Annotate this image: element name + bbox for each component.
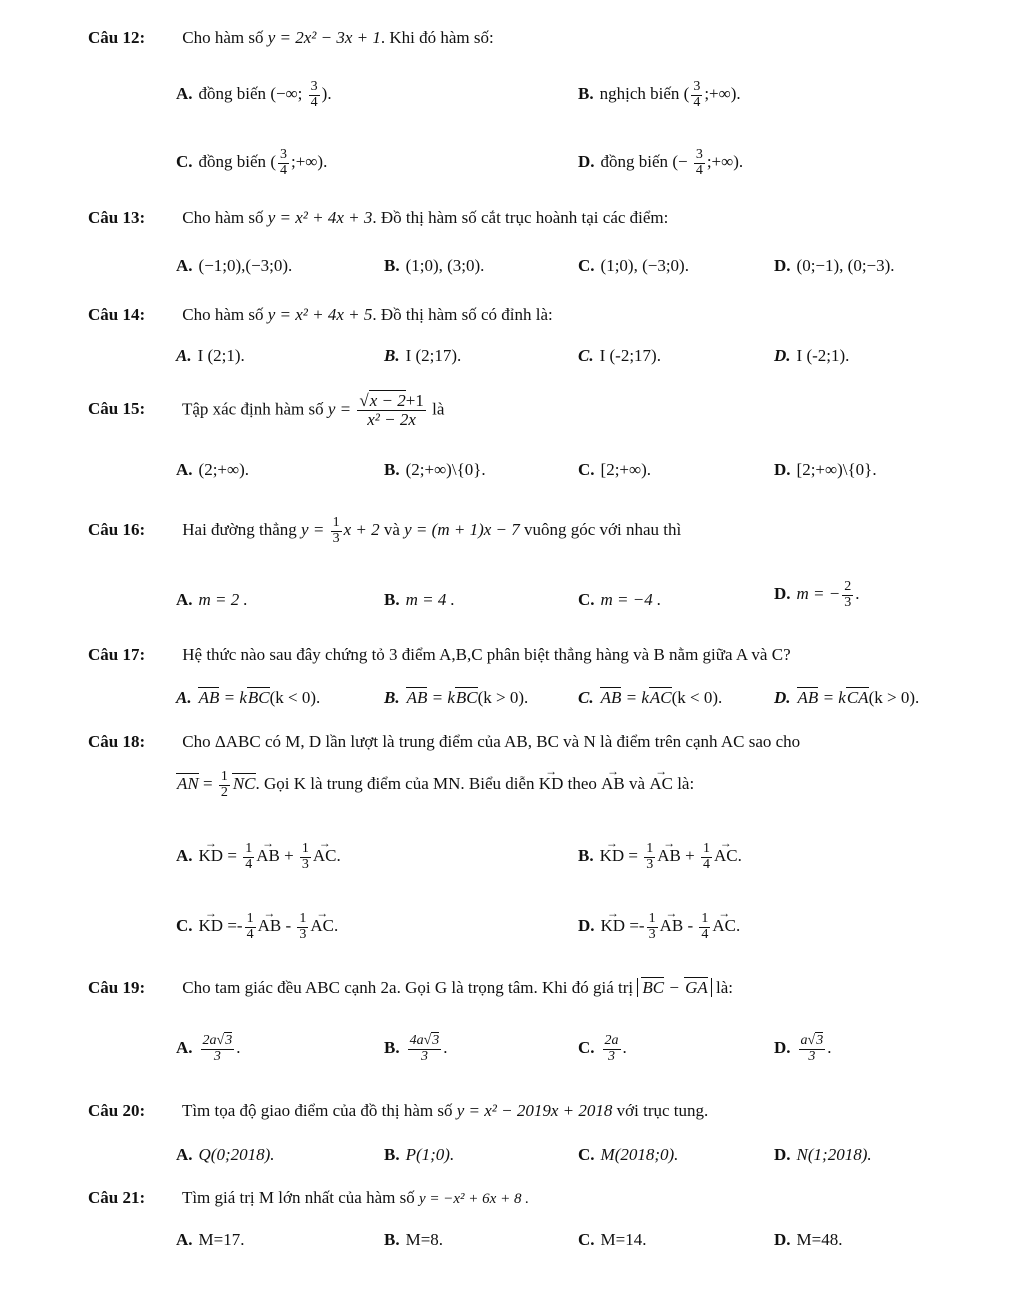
option-label: A. bbox=[176, 84, 193, 104]
question-13 bbox=[88, 208, 668, 228]
question-21 bbox=[88, 1188, 529, 1208]
option-text: I (2;17). bbox=[405, 346, 462, 365]
word-theo: theo bbox=[567, 774, 597, 794]
question-stem: Cho hàm số bbox=[182, 28, 264, 47]
word-va: và bbox=[629, 774, 646, 794]
question-15 bbox=[88, 392, 444, 429]
function-expression: y = x² + 4x + 5 bbox=[267, 305, 373, 324]
option-label: D. bbox=[774, 1230, 791, 1249]
option-label: A. bbox=[176, 590, 193, 609]
option-label: D. bbox=[774, 688, 791, 707]
option-a[interactable] bbox=[176, 590, 248, 610]
option-b[interactable] bbox=[384, 460, 486, 480]
option-c[interactable]: C. AB = kAC(k < 0). bbox=[578, 688, 723, 707]
option-label: A. bbox=[176, 846, 193, 866]
question-number: Câu 17: bbox=[88, 645, 146, 664]
question-stem: Tập xác định hàm số bbox=[181, 399, 324, 419]
frac-num: 3 bbox=[310, 79, 318, 94]
question-number: Câu 13: bbox=[88, 208, 146, 227]
function-expression: y = −x² + 6x + 8 . bbox=[418, 1191, 529, 1207]
option-d[interactable]: D. đồng biến (− $\frac{3}{4}$ ;+∞). bbox=[578, 147, 744, 178]
option-label: C. bbox=[578, 688, 594, 707]
question-tail: là bbox=[432, 399, 445, 419]
option-d[interactable]: D. KD → =- $\frac{1}{3}$ AB → - $\frac{1}{4}$ AC → . bbox=[578, 906, 741, 942]
conjunction: và bbox=[383, 520, 400, 540]
option-a[interactable] bbox=[176, 346, 245, 366]
line1-suffix: x + 2 bbox=[343, 520, 380, 540]
option-label: B. bbox=[384, 1038, 400, 1058]
question-tail: . Đồ thị hàm số có đỉnh là: bbox=[372, 305, 553, 324]
option-d[interactable] bbox=[774, 256, 895, 276]
option-d[interactable] bbox=[774, 346, 849, 366]
option-label: B. bbox=[384, 256, 400, 275]
question-tail: . Khi đó hàm số: bbox=[380, 28, 494, 47]
option-text: (2;+∞). bbox=[198, 460, 250, 479]
option-label: D. bbox=[774, 1145, 791, 1164]
question-number: Câu 15: bbox=[88, 399, 146, 419]
option-c[interactable] bbox=[578, 256, 689, 276]
option-a[interactable]: A. đồng biến (−∞; $\frac{3}{4}$ ). bbox=[176, 79, 332, 110]
question-stem: Tìm giá trị M lớn nhất của hàm số bbox=[181, 1188, 415, 1207]
option-text: đồng biến bbox=[198, 84, 267, 104]
option-text: I (-2;17). bbox=[599, 346, 661, 365]
question-stem: Cho hàm số bbox=[182, 305, 264, 324]
option-label: A. bbox=[176, 256, 193, 275]
option-a[interactable] bbox=[176, 256, 292, 276]
option-label: A. bbox=[176, 1230, 193, 1249]
option-text: [2;+∞). bbox=[600, 460, 652, 479]
question-18-line2: AN = $\frac{1}{2}$ NC. Gọi K là trung điểm của MN. Biểu diễn KD → theo AB → và AC → là: bbox=[177, 764, 695, 800]
frac-num: 3 bbox=[695, 147, 703, 162]
option-condition: (k > 0). bbox=[477, 688, 529, 707]
question-number: Câu 14: bbox=[88, 305, 146, 324]
question-number: Câu 20: bbox=[88, 1101, 146, 1120]
question-12 bbox=[88, 28, 494, 48]
option-d[interactable]: D. $\frac{a√3}{3}$ . bbox=[774, 1033, 832, 1064]
option-label: B. bbox=[384, 460, 400, 479]
question-stem: Cho ΔABC có M, D lần lượt là trung điểm của AB, BC và N là điểm trên cạnh AC sao cho bbox=[182, 732, 801, 751]
option-c[interactable] bbox=[578, 590, 661, 610]
frac-den: 4 bbox=[693, 94, 701, 110]
option-label: D. bbox=[774, 460, 791, 479]
option-text: I (2;1). bbox=[197, 346, 245, 365]
question-tail: với trục tung. bbox=[616, 1101, 709, 1120]
option-d[interactable] bbox=[774, 460, 877, 480]
option-text: (2;+∞)\{0}. bbox=[405, 460, 486, 479]
option-text: (0;−1), (0;−3). bbox=[796, 256, 895, 275]
option-text: m = − bbox=[796, 584, 841, 604]
question-stem: Tìm tọa độ giao điểm của đồ thị hàm số bbox=[181, 1101, 453, 1120]
option-b[interactable]: B. AB = kBC(k > 0). bbox=[384, 688, 529, 707]
option-c[interactable] bbox=[578, 1145, 678, 1165]
option-label: D. bbox=[774, 346, 791, 365]
option-label: C. bbox=[578, 460, 595, 479]
line2-expression: y = (m + 1)x − 7 bbox=[404, 520, 520, 540]
option-label: D. bbox=[774, 584, 791, 604]
option-text: nghịch biến bbox=[599, 84, 680, 104]
option-label: B. bbox=[578, 846, 594, 866]
option-text: M=8. bbox=[405, 1230, 444, 1249]
option-label: D. bbox=[578, 916, 595, 936]
option-b[interactable] bbox=[384, 1230, 443, 1250]
option-b[interactable]: B. KD → = $\frac{1}{3}$ AB → + $\frac{1}{4}$ AC → . bbox=[578, 836, 742, 872]
frac-num: 2 bbox=[844, 579, 852, 594]
option-condition: (k < 0). bbox=[671, 688, 723, 707]
option-label: D. bbox=[578, 152, 595, 172]
option-text: [2;+∞)\{0}. bbox=[796, 460, 877, 479]
frac-den: 4 bbox=[695, 162, 703, 178]
option-text: Q(0;2018). bbox=[198, 1145, 275, 1164]
denominator: x² − 2x bbox=[367, 409, 416, 429]
option-b[interactable] bbox=[384, 346, 461, 366]
option-c[interactable] bbox=[578, 346, 661, 366]
option-label: C. bbox=[578, 1230, 595, 1249]
domain-fraction: $\frac{√x - 2+1}{\text{x² − 2x}}$ bbox=[359, 391, 424, 429]
option-d[interactable]: D. m = − $\frac{2}{3}$ . bbox=[774, 579, 860, 610]
option-label: B. bbox=[384, 1230, 400, 1249]
option-text: M=48. bbox=[796, 1230, 843, 1249]
option-b[interactable] bbox=[384, 1145, 454, 1165]
option-a[interactable] bbox=[176, 1230, 244, 1250]
option-label: C. bbox=[578, 1145, 595, 1164]
option-text: m = −4 . bbox=[600, 590, 662, 609]
question-number: Câu 16: bbox=[88, 520, 146, 540]
option-text: (1;0), (−3;0). bbox=[600, 256, 689, 275]
y-equals: y = bbox=[327, 399, 352, 419]
function-expression: y = x² − 2019x + 2018 bbox=[456, 1101, 613, 1120]
option-text: M(2018;0). bbox=[600, 1145, 679, 1164]
option-text: đồng biến bbox=[198, 152, 267, 172]
option-label: A. bbox=[176, 688, 192, 707]
option-c[interactable]: C. $\frac{2a}{3}$ . bbox=[578, 1033, 627, 1064]
frac-num: 3 bbox=[693, 79, 701, 94]
question-14 bbox=[88, 305, 553, 325]
option-label: D. bbox=[774, 1038, 791, 1058]
option-a[interactable]: A. $\frac{2a√3}{3}$ . bbox=[176, 1033, 241, 1064]
question-number: Câu 19: bbox=[88, 978, 146, 997]
option-label: B. bbox=[384, 346, 400, 365]
option-label: C. bbox=[578, 590, 595, 609]
option-text: m = 2 . bbox=[198, 590, 248, 609]
question-number: Câu 12: bbox=[88, 28, 146, 47]
option-c[interactable]: C. đồng biến ( $\frac{3}{4}$ ;+∞). bbox=[176, 147, 328, 178]
line1-prefix: y = bbox=[301, 520, 325, 540]
option-b[interactable] bbox=[384, 590, 455, 610]
question-number: Câu 21: bbox=[88, 1188, 146, 1207]
option-c[interactable] bbox=[578, 1230, 646, 1250]
option-b[interactable] bbox=[384, 256, 484, 276]
frac-den: 4 bbox=[279, 162, 287, 178]
option-condition: (k < 0). bbox=[269, 688, 321, 707]
option-a[interactable]: A. AB = kBC(k < 0). bbox=[176, 688, 321, 707]
option-text: đồng biến bbox=[600, 152, 669, 172]
function-expression: y = x² + 4x + 3 bbox=[267, 208, 373, 227]
sqrt-expr: x − 2 bbox=[369, 391, 406, 410]
option-c[interactable] bbox=[578, 460, 651, 480]
option-text: m = 4 . bbox=[405, 590, 455, 609]
question-stem: Hai đường thẳng bbox=[182, 520, 297, 540]
option-label: B. bbox=[384, 1145, 400, 1164]
question-number: Câu 18: bbox=[88, 732, 146, 751]
question-20 bbox=[88, 1101, 708, 1121]
question-19: Câu 19: Cho tam giác đều ABC cạnh 2a. Gọi G là trọng tâm. Khi đó giá trị BC − GA là: bbox=[88, 978, 734, 997]
option-text: N(1;2018). bbox=[796, 1145, 872, 1164]
option-label: B. bbox=[578, 84, 594, 104]
option-text: (1;0), (3;0). bbox=[405, 256, 485, 275]
question-tail: vuông góc với nhau thì bbox=[524, 520, 682, 540]
option-label: C. bbox=[578, 346, 594, 365]
option-d[interactable]: D. AB = kCA(k > 0). bbox=[774, 688, 920, 707]
option-text: M=17. bbox=[198, 1230, 245, 1249]
option-label: B. bbox=[384, 688, 400, 707]
question-stem: Hệ thức nào sau đây chứng tỏ 3 điểm A,B,C phân biệt thẳng hàng và B nằm giữa A và C? bbox=[182, 645, 791, 664]
option-text: P(1;0). bbox=[405, 1145, 455, 1164]
option-c[interactable]: C. KD → =- $\frac{1}{4}$ AB → - $\frac{1}{3}$ AC → . bbox=[176, 906, 339, 942]
option-label: D. bbox=[774, 256, 791, 275]
question-18 bbox=[88, 732, 800, 752]
word-la: là: bbox=[677, 774, 695, 794]
frac-num: 3 bbox=[279, 147, 287, 162]
plus-one: +1 bbox=[405, 391, 424, 410]
question-text: . Gọi K là trung điểm của MN. Biểu diễn bbox=[255, 774, 535, 794]
option-label: C. bbox=[578, 1038, 595, 1058]
frac-den: 4 bbox=[310, 94, 318, 110]
question-stem: Cho hàm số bbox=[182, 208, 264, 227]
option-d[interactable] bbox=[774, 1230, 842, 1250]
option-text: (−1;0),(−3;0). bbox=[198, 256, 293, 275]
option-label: A. bbox=[176, 1145, 193, 1164]
question-16: Câu 16: Hai đường thẳng y = $\frac{1}{3}$ x + 2 và y = (m + 1)x − 7 vuông góc với nhau thì bbox=[88, 515, 682, 546]
option-label: B. bbox=[384, 590, 400, 609]
option-d[interactable] bbox=[774, 1145, 872, 1165]
question-stem: Cho tam giác đều ABC cạnh 2a. Gọi G là trọng tâm. Khi đó giá trị bbox=[182, 978, 634, 997]
question-17 bbox=[88, 645, 791, 665]
option-a[interactable] bbox=[176, 1145, 275, 1165]
option-a[interactable] bbox=[176, 460, 249, 480]
option-b[interactable]: B. $\frac{4a√3}{3}$ . bbox=[384, 1033, 448, 1064]
function-expression: y = 2x² − 3x + 1 bbox=[267, 28, 381, 47]
frac-den: 3 bbox=[844, 594, 852, 610]
option-text: I (-2;1). bbox=[796, 346, 850, 365]
question-tail: là: bbox=[716, 978, 734, 997]
question-tail: . Đồ thị hàm số cắt trục hoành tại các điểm: bbox=[372, 208, 669, 227]
option-label: C. bbox=[578, 256, 595, 275]
option-text: M=14. bbox=[600, 1230, 647, 1249]
option-condition: (k > 0). bbox=[868, 688, 920, 707]
option-label: C. bbox=[176, 152, 193, 172]
option-a[interactable]: A. KD → = $\frac{1}{4}$ AB → + $\frac{1}{3}$ AC → . bbox=[176, 836, 341, 872]
option-label: A. bbox=[176, 460, 193, 479]
option-label: A. bbox=[176, 1038, 193, 1058]
option-label: A. bbox=[176, 346, 192, 365]
option-b[interactable]: B. nghịch biến ( $\frac{3}{4}$ ;+∞). bbox=[578, 79, 741, 110]
option-label: C. bbox=[176, 916, 193, 936]
